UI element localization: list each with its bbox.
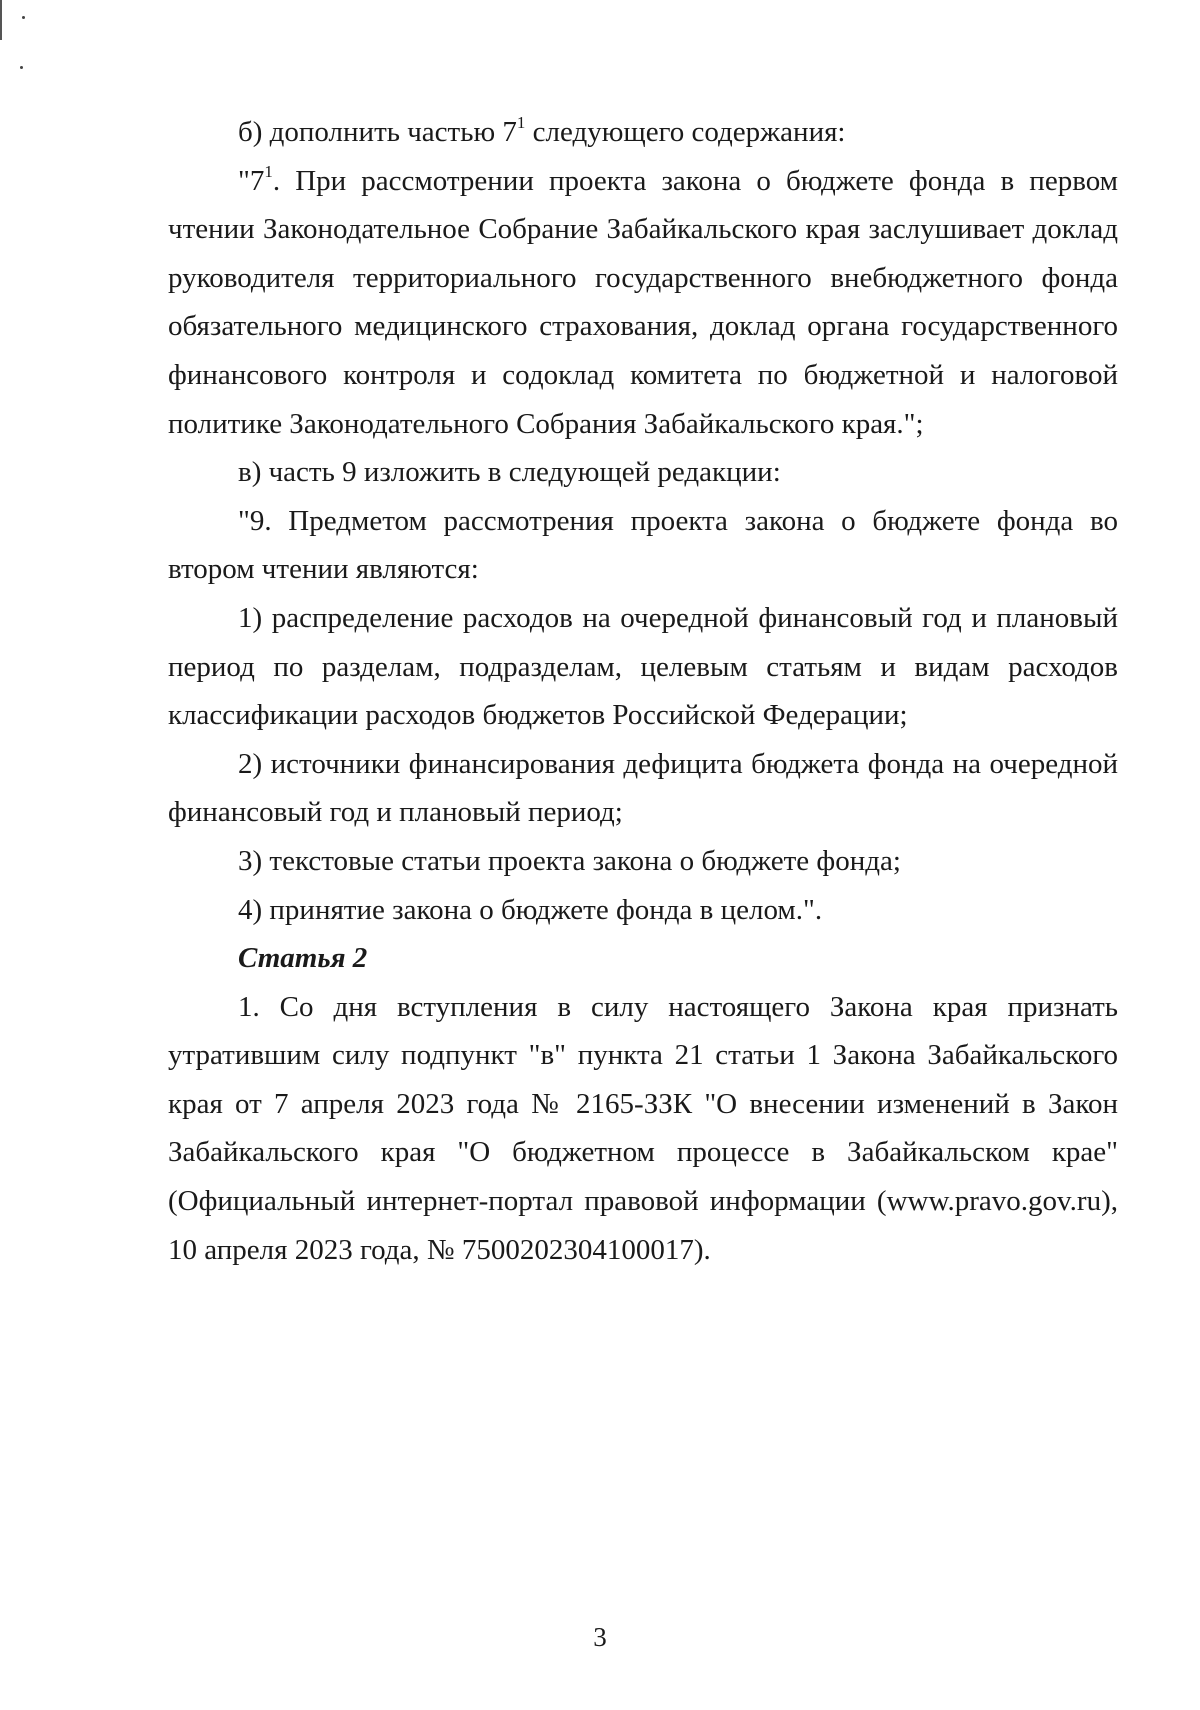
paragraph-text: . При рассмотрении проекта закона о бюджете фонда в первом чтении Законодательное Собрание Забайкальского края заслушивает доклад руководителя территориального государственного внебюджетного фонда обязательного медицинского страхования, доклад органа государственного финансового контроля и содоклад комитета по бюджетной и налоговой политике Законодательного Собрания Забайкальского края."; <box>168 164 1118 440</box>
article-paragraph: 1. Со дня вступления в силу настоящего Закона края признать утратившим силу подпункт "в" пункта 21 статьи 1 Закона Забайкальского края от 7 апреля 2023 года № 2165-ЗЗК "О внесении изменений в Закон Забайкальского края "О бюджетном процессе в Забайкальском крае" (Официальный интернет-портал правовой информации (www.pravo.gov.ru), 10 апреля 2023 года, № 7500202304100017). <box>168 990 1118 1266</box>
paragraph-text: "7 <box>238 164 265 197</box>
paragraph-part-7-1 <box>168 157 1118 449</box>
superscript: 1 <box>516 113 526 133</box>
list-item-1: 1) распределение расходов на очередной финансовый год и плановый период по разделам, подразделам, целевым статьям и видам расходов классификации расходов бюджетов Российской Федерации; <box>168 601 1118 732</box>
paragraph-text: следующего содержания: <box>525 116 846 148</box>
paragraph-amendment-v: в) часть 9 изложить в следующей редакции: <box>238 456 781 489</box>
list-item-4: 4) принятие закона о бюджете фонда в целом.". <box>238 893 823 926</box>
list-item-2: 2) источники финансирования дефицита бюджета фонда на очередной финансовый год и плановый период; <box>168 747 1118 829</box>
paragraph-amendment-b <box>168 108 1118 157</box>
article-heading: Статья 2 <box>238 942 368 975</box>
superscript: 1 <box>264 161 273 181</box>
paragraph-text: б) дополнить частью 7 <box>238 116 517 148</box>
document-page <box>168 108 1118 1274</box>
list-item-3: 3) текстовые статьи проекта закона о бюджете фонда; <box>238 844 901 877</box>
scan-speck <box>20 66 23 69</box>
scan-edge-mark <box>0 0 2 40</box>
scan-speck <box>22 16 25 19</box>
page-number: 3 <box>593 1622 607 1652</box>
paragraph-part-9: "9. Предметом рассмотрения проекта закона о бюджете фонда во втором чтении являются: <box>168 504 1118 586</box>
